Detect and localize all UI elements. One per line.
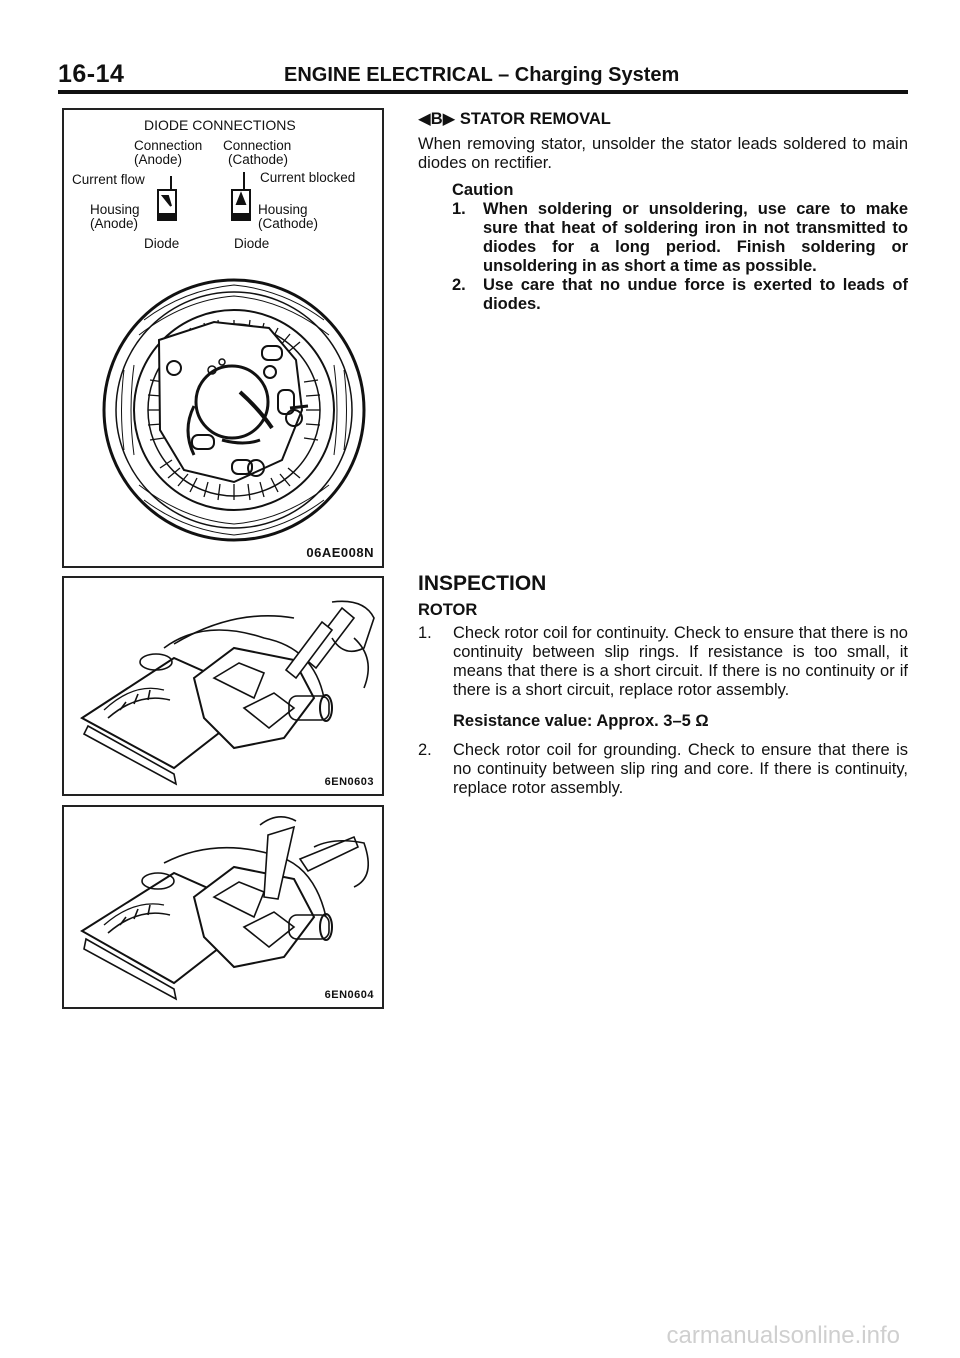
list-item: 2. Check rotor coil for grounding. Check to ensure that there is no continuity between slip ring and core. If there is continuity, replace rotor assembly.	[418, 741, 908, 797]
diode-right-label: Diode	[234, 236, 270, 251]
page-header	[58, 56, 908, 96]
diode-connections-figure	[62, 108, 384, 568]
rotor-grounding-figure	[62, 805, 384, 1009]
page-number: 16-14	[58, 60, 125, 88]
rotor-subheading: ROTOR	[418, 601, 478, 619]
current-flow-label: Current flow	[72, 172, 145, 187]
caution-list	[452, 200, 908, 314]
header-rule	[58, 90, 908, 94]
rotor-continuity-illustration	[64, 578, 382, 794]
inspection-heading: INSPECTION	[418, 572, 547, 595]
inspection-section	[418, 574, 908, 798]
current-blocked-label: Current blocked	[260, 170, 356, 185]
stator-removal-intro: When removing stator, unsolder the stator leads soldered to main diodes on rectifier.	[418, 135, 908, 172]
housing-cathode-label: Housing	[258, 202, 308, 217]
stator-removal-title: STATOR REMOVAL	[459, 110, 611, 128]
triangle-right-icon: ▶	[442, 110, 456, 128]
list-item: 1. When soldering or unsoldering, use care to make sure that heat of soldering iron in not transmitted to diodes for a long period. Finish soldering or unsoldering in as short a time as possible.	[452, 200, 908, 275]
connection-cathode-label: Connection	[223, 138, 292, 153]
stator-rectifier-illustration	[64, 110, 382, 566]
housing-anode-sub-label: (Anode)	[90, 216, 139, 231]
anode-sub-label: (Anode)	[134, 152, 183, 167]
watermark: carmanualsonline.info	[666, 1322, 900, 1349]
figure-code-6EN0603: 6EN0603	[324, 776, 374, 788]
caution-block	[452, 181, 908, 314]
connection-anode-label: Connection	[134, 138, 203, 153]
list-item: 2. Use care that no undue force is exerted to leads of diodes.	[452, 276, 908, 313]
stator-removal-heading	[418, 110, 908, 129]
housing-cathode-sub-label: (Cathode)	[258, 216, 319, 231]
triangle-left-icon: ◀	[418, 110, 431, 128]
diode-left-label: Diode	[144, 236, 180, 251]
diode-figure-title: DIODE CONNECTIONS	[144, 117, 296, 133]
figure-code-6EN0604: 6EN0604	[324, 989, 374, 1001]
rotor-continuity-figure	[62, 576, 384, 796]
rotor-grounding-illustration	[64, 807, 382, 1007]
list-item: 1. Check rotor coil for continuity. Check to ensure that there is no continuity between slip rings. If resistance is too small, it means that there is a short circuit. If there is no continuity or if there is a short circuit, replace rotor assembly.	[418, 624, 908, 699]
caution-heading: Caution	[452, 181, 514, 199]
resistance-value: Resistance value: Approx. 3–5 Ω	[453, 712, 709, 730]
reference-marker: B	[430, 110, 443, 128]
housing-anode-label: Housing	[90, 202, 140, 217]
page-title: ENGINE ELECTRICAL – Charging System	[284, 64, 680, 86]
stator-removal-section	[418, 110, 908, 314]
cathode-sub-label: (Cathode)	[228, 152, 289, 167]
figure-code-06AE008N: 06AE008N	[306, 545, 374, 560]
